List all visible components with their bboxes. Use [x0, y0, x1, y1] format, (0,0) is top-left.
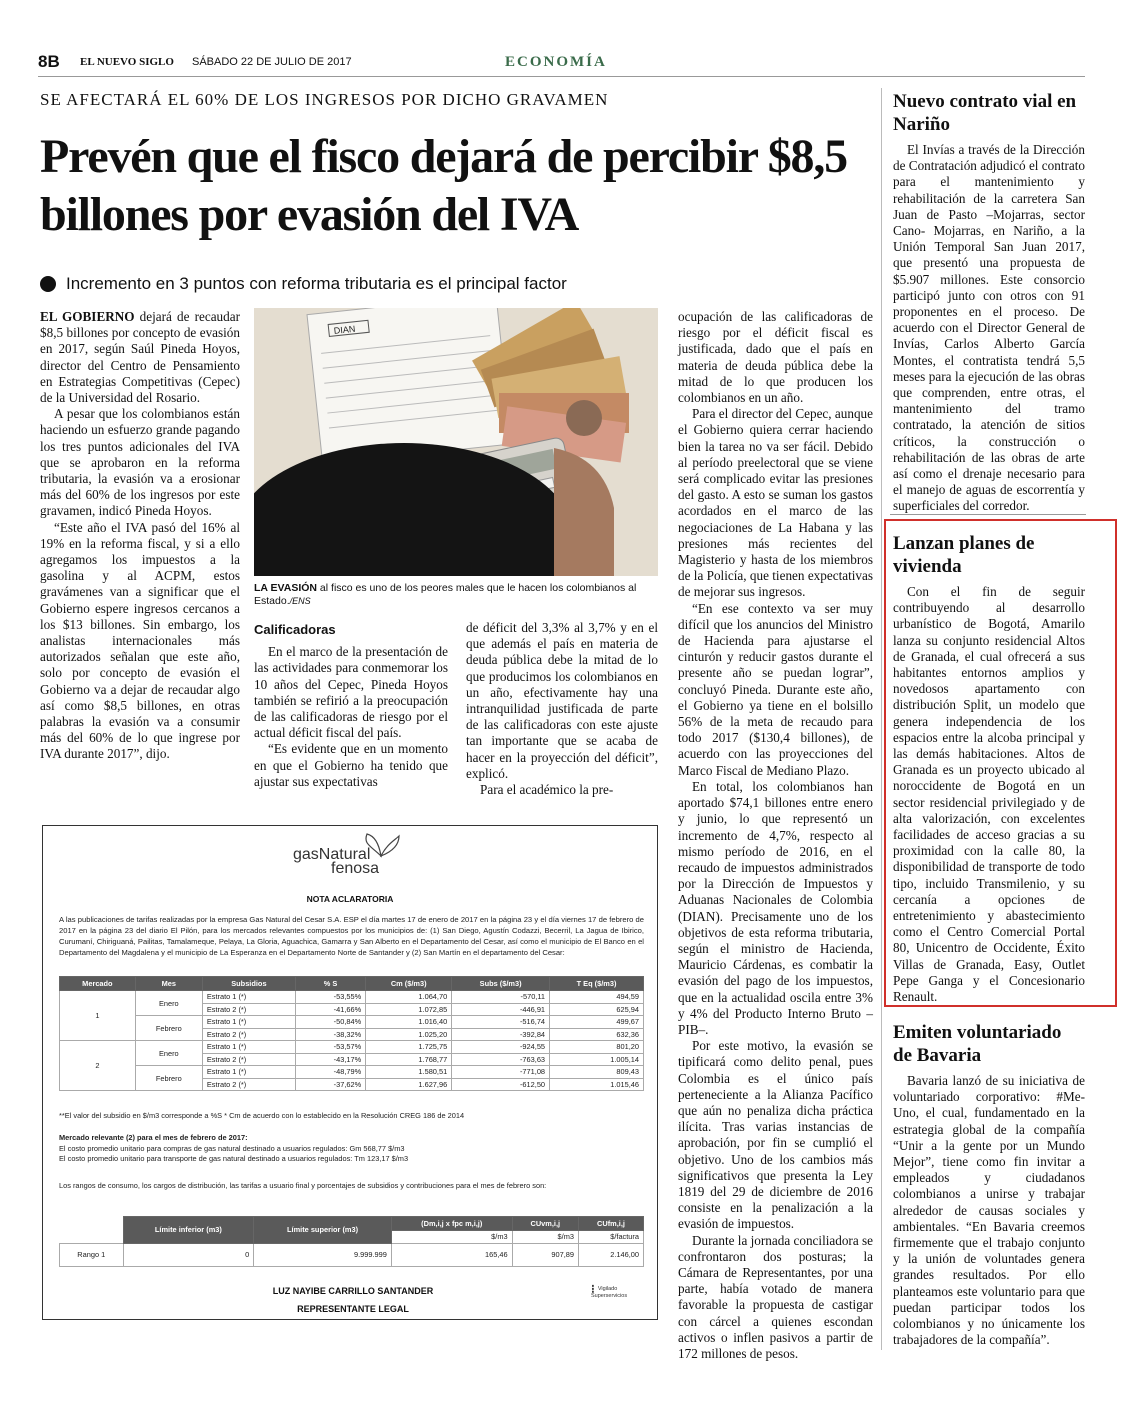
subs-cell: -570,11 [452, 991, 550, 1004]
estrato-cell: Estrato 2 (*) [202, 1003, 295, 1016]
mercado-2-block [59, 1133, 644, 1165]
teq-cell: 809,43 [550, 1066, 644, 1079]
mercado-2-line: El costo promedio unitario para compras de gas natural destinado a usuarios regulados: Gm 568,77 $/m3 [59, 1143, 405, 1153]
cm-cell: 1.580,51 [366, 1066, 452, 1079]
subs-cell: -771,08 [452, 1066, 550, 1079]
pct-cell: -38,32% [295, 1028, 365, 1041]
cm-cell: 1.016,40 [366, 1016, 452, 1029]
mercado-cell: 1 [60, 991, 136, 1041]
table-row [60, 1243, 644, 1266]
vigilado-mark [591, 1282, 628, 1300]
mes-cell: Enero [135, 991, 202, 1016]
evasion-photo-illustration [254, 308, 658, 576]
paragraph: de déficit del 3,3% al 3,7% y en el que además el país en materia de deuda pública debe la mitad de lo que producimos los colombianos en un año, efectivamente hay una intranquilidad justificada de parte de las calificadoras con este ajuste tan importante que se acaba de hacer en la proyección del déficit”, explicó. [466, 620, 658, 781]
teq-cell: 801,20 [550, 1041, 644, 1054]
estrato-cell: Estrato 1 (*) [202, 991, 295, 1004]
value-cell: 907,89 [512, 1243, 578, 1266]
unit-cell: $/factura [578, 1231, 643, 1244]
paragraph: ocupación de las calificadoras de riesgo por el déficit fiscal es justificada, dado que el país en materia de deuda pública debe la mitad de lo que producen los colombianos en un año. [678, 309, 873, 406]
value-cell: 0 [123, 1243, 254, 1266]
teq-cell: 1.005,14 [550, 1053, 644, 1066]
publication-name: EL NUEVO SIGLO [80, 56, 174, 68]
table-header: (Dm,i,j x fpc m,i,j) [391, 1217, 512, 1231]
cm-cell: 1.064,70 [366, 991, 452, 1004]
pct-cell: -50,84% [295, 1016, 365, 1029]
article-column-2 [254, 620, 448, 790]
mes-cell: Enero [135, 1041, 202, 1066]
paragraph: A pesar que los colombianos están haciendo un esfuerzo grande pagando los tres puntos adicionales del IVA que se aprobaron en la reforma tributaria, la evasión va a erosionar más del 60% de los ingresos por este gravamen, indicó Pineda Hoyos. [40, 406, 240, 519]
sidebar-title: Lanzan planes de vivienda [893, 533, 1035, 577]
value-cell: 165,46 [391, 1243, 512, 1266]
paragraph: “En ese contexto va ser muy difícil que los anuncios del Ministro de Hacienda para ajustarse el cinturón y reducir gastos durante el presente año se puedan lograr”, concluyó Pineda. Durante este año, el Gobierno ya tiene en el bolsillo 56% de la meta de recaudo para todo 2017 ($130,4 billones), de acuerdo con las proyecciones del Marco Fiscal de Mediano Plazo. [678, 600, 873, 778]
estrato-cell: Estrato 2 (*) [202, 1078, 295, 1091]
table-header: Subsidios [202, 977, 295, 991]
company-logo [293, 846, 379, 878]
teq-cell: 632,36 [550, 1028, 644, 1041]
pct-cell: -41,66% [295, 1003, 365, 1016]
paragraph: En el marco de la presentación de las actividades para conmemorar los 10 años del Cepec, Pineda Hoyos también se refirió a la preocupación de las calificadoras de riesgo por el actual déficit fiscal del país. [254, 644, 448, 741]
mercado-2-line: El costo promedio unitario para transporte de gas natural destinado a usuarios regulados: Tm 123,17 $/m3 [59, 1154, 409, 1163]
sidebar-title: Nuevo contrato vial en Nariño [893, 91, 1077, 135]
teq-cell: 499,67 [550, 1016, 644, 1029]
table-header: Cm ($/m3) [366, 977, 452, 991]
table-row [60, 1016, 644, 1029]
table-header: Límite superior (m3) [254, 1217, 392, 1244]
unit-cell: $/m3 [391, 1231, 512, 1244]
bullet-icon [40, 276, 56, 292]
cm-cell: 1.025,20 [366, 1028, 452, 1041]
estrato-cell: Estrato 1 (*) [202, 1066, 295, 1079]
vigilado-line: Superservicios [591, 1293, 628, 1299]
header-rule [38, 76, 1085, 77]
table-header-row [60, 977, 644, 991]
lead-bold: EL GOBIERNO [40, 309, 135, 324]
photo-caption [254, 582, 658, 608]
subs-cell: -516,74 [452, 1016, 550, 1029]
article-photo [254, 308, 658, 576]
pct-cell: -43,17% [295, 1053, 365, 1066]
article-column-3 [466, 620, 658, 798]
publication-date: SÁBADO 22 DE JULIO DE 2017 [192, 56, 352, 68]
caption-bold: LA EVASIÓN [254, 582, 318, 594]
table-header: Mercado [60, 977, 136, 991]
subhead-text: Incremento en 3 puntos con reforma tributaria es el principal factor [66, 274, 567, 293]
subs-cell: -392,84 [452, 1028, 550, 1041]
cm-cell: 1.725,75 [366, 1041, 452, 1054]
sidebar-text [893, 1073, 1085, 1348]
pct-cell: -53,57% [295, 1041, 365, 1054]
section-name: ECONOMÍA [505, 54, 607, 70]
vigilado-line: Vigilado [597, 1286, 618, 1292]
rango-table [59, 1216, 644, 1267]
photo-credit: /ENS [289, 596, 311, 606]
blank-cell [60, 1217, 124, 1244]
sidebar-paragraph: El Invías a través de la Dirección de Contratación adjudicó el contrato para el mantenimiento y rehabilitación de la carretera San Juan de Pasto –Mojarras, sector Cano- Mojarras, en Nariño, a la Unión Temporal San Juan 2017, que presentó una propuesta de $5.907 millones. Este consorcio participó junto con otros con 91 proponentes en el proceso. De acuerdo con el Director General de Invías, Carlos Alberto García Montes, el contratista tendrá 5,5 meses para la ejecución de las obras que comprenden, entre otras, el mantenimiento del tramo contratado, la atención de sitios críticos, la construcción o rehabilitación de las obras de arte así como el drenaje necesario para el manejo de aguas de escorrentía y superficiales del corredor. [893, 142, 1085, 514]
table-header: Subs ($/m3) [452, 977, 550, 991]
signer-name: LUZ NAYIBE CARRILLO SANTANDER [272, 1286, 434, 1296]
paragraph: En total, los colombianos han aportado $74,1 billones entre enero y junio, lo que representó un incremento de 4,7%, respecto al mismo período de 2016, en el recaudo de impuestos administrados por la Dirección de Impuestos y Aduanas Nacionales de Colombia (DIAN). Precisamente uno de los objetivos de esta reforma tributaria, según el ministro de Hacienda, Mauricio Cárdenas, es combatir la evasión del pago de los impuestos, que en la actualidad oscila entre 3% y 4% del Producto Interno Bruto –PIB–. [678, 778, 873, 1037]
table-header: % S [295, 977, 365, 991]
subs-cell: -446,91 [452, 1003, 550, 1016]
article-column-1 [40, 309, 240, 763]
teq-cell: 625,94 [550, 1003, 644, 1016]
table-header-row [60, 1217, 644, 1231]
pct-cell: -37,62% [295, 1078, 365, 1091]
article-column-4 [678, 309, 873, 1362]
table-row [60, 1041, 644, 1054]
rango-label: Rango 1 [60, 1243, 124, 1266]
sidebar-story-3 [893, 1021, 1085, 1348]
paragraph: “Es evidente que en un momento en que el Gobierno ha tenido que ajustar sus expectativas [254, 741, 448, 789]
mercado-2-title: Mercado relevante (2) para el mes de febrero de 2017: [59, 1133, 248, 1142]
article-headline: Prevén que el fisco dejará de percibir $8,5 billones por evasión del IVA [40, 130, 847, 241]
value-cell: 2.146,00 [578, 1243, 643, 1266]
article-subtitle: Calificadoras [254, 622, 336, 637]
logo-line-2: fenosa [331, 860, 380, 877]
sidebar-paragraph: Bavaria lanzó de su iniciativa de voluntariado corporativo: #Me-Uno, el cual, fundamentado en la estrategia global de la compañía “Unir a la gente por un Mundo Mejor”, tiene como fin invitar a empleados y ciudadanos colombianos a unirse y trabajar alrededor de causas sociales y ambientales. “En Bavaria creemos firmemente que el trabajo conjunto y la unión de voluntades genera grandes resultados. Por ello planteamos este voluntario para que puedan participar todos los colombianos y no únicamente los trabajadores de la compañía”. [893, 1073, 1085, 1348]
table-row [60, 1066, 644, 1079]
table-header: T Eq ($/m3) [550, 977, 644, 991]
subsidy-note: **El valor del subsidio en $/m3 corresponde a %S * Cm de acuerdo con lo establecido en la Resolución CREG 186 de 2014 [59, 1111, 465, 1120]
sidebar-rule [890, 514, 1086, 515]
mercado-cell: 2 [60, 1041, 136, 1091]
paragraph: Para el director del Cepec, aunque el Gobierno quiera cerrar haciendo bien la tarea no va ser fácil. Debido al período preelectoral que se viene será complicado evitar las presiones del gasto. A esto se suman los gastos acordados en el marco de las negociaciones de La Habana y las presiones más recientes del Magisterio y hasta de los miembros de la Policía, que tienen expectativas de mejorar sus ingresos. [678, 406, 873, 600]
mes-cell: Febrero [135, 1016, 202, 1041]
pct-cell: -53,55% [295, 991, 365, 1004]
sidebar-story-2 [893, 532, 1085, 1005]
rangos-text: Los rangos de consumo, los cargos de distribución, las tarifas a usuario final y porcentajes de subsidios y contribuciones para el mes de febrero son: [59, 1181, 547, 1190]
subs-cell: -763,63 [452, 1053, 550, 1066]
article-subhead [40, 274, 567, 294]
subs-cell: -924,55 [452, 1041, 550, 1054]
estrato-cell: Estrato 2 (*) [202, 1053, 295, 1066]
value-cell: 9.999.999 [254, 1243, 392, 1266]
table-header: Mes [135, 977, 202, 991]
sidebar-text [893, 584, 1085, 1005]
sidebar-story-1 [893, 90, 1085, 515]
estrato-cell: Estrato 1 (*) [202, 1016, 295, 1029]
sidebar-title: Emiten voluntariado de Bavaria [893, 1022, 1062, 1066]
teq-cell: 1.015,46 [550, 1078, 644, 1091]
form-label: DIAN [333, 323, 356, 336]
paragraph: “Este año el IVA pasó del 16% al 19% en la reforma fiscal, y si a ello agregamos los impuestos a la gasolina y al ACPM, estos gravámenes van a significar que el Gobierno espere ingresos cercanos a los $13 billones. Sin embargo, los analistas internacionales más autorizados señalan que este año, solo por concepto de evasión el Gobierno va a dejar de recaudar algo así como $8,5 billones, en otras palabras la evasión va a consumir más del 60% de lo que ingrese por IVA durante 2017”, dijo. [40, 519, 240, 762]
table-header: CUvm,i,j [512, 1217, 578, 1231]
article-kicker: SE AFECTARÁ EL 60% DE LOS INGRESOS POR DICHO GRAVAMEN [40, 90, 609, 109]
cm-cell: 1.768,77 [366, 1053, 452, 1066]
paragraph: Para el académico la pre- [480, 782, 614, 798]
notice-intro: A las publicaciones de tarifas realizadas por la empresa Gas Natural del Cesar S.A. ESP el día martes 17 de enero de 2017 en la página 23 y el día viernes 17 de febrero de 2017 en la página 23 del diario El Pilón, para los mercados relevantes compuestos por los municipios de: (1) San Diego, Agustín Codazzi, Becerril, La Jagua de Ibirico, Curumaní, Chiriguaná, Pailitas, Tamalameque, Pelaya, La Gloria, Aguachica, Gamarra y San Alberto en el Departamento del Cesar, así como el municipio de El Banco en el Departamento del Magdalena y el municipio de La Esperanza en el Departamento Norte de Santander y (2) San Martín en el departamento del Cesar: [59, 915, 644, 957]
notice-title: NOTA ACLARATORIA [306, 894, 394, 904]
sidebar-divider [881, 88, 882, 1350]
table-header: CUfm,i,j [578, 1217, 643, 1231]
butterfly-icon [361, 832, 401, 858]
paragraph: Por este motivo, la evasión se tipificará como delito penal, pues Colombia es el único país perteneciente a la Alianza Pacífico que aún no penaliza dicha práctica ilícita. Tras varias instancias de aprobación, por fin se cumplió el objetivo. Uno de los cambios más significativos que presenta la Ley 1819 del 29 de diciembre de 2016 consiste en la penalización a la evasión de impuestos. [678, 1038, 873, 1232]
caption-text: al fisco es uno de los peores males que le hacen los colombianos al Estado. [254, 582, 637, 607]
table-header: Límite inferior (m3) [123, 1217, 254, 1244]
teq-cell: 494,59 [550, 991, 644, 1004]
tariff-table [59, 976, 644, 1091]
cm-cell: 1.072,85 [366, 1003, 452, 1016]
pct-cell: -48,79% [295, 1066, 365, 1079]
sidebar-text [893, 142, 1085, 515]
page-number: 8B [38, 52, 60, 71]
estrato-cell: Estrato 2 (*) [202, 1028, 295, 1041]
estrato-cell: Estrato 1 (*) [202, 1041, 295, 1054]
mes-cell: Febrero [135, 1066, 202, 1091]
vigilado-icon: ⁝ [591, 1282, 595, 1296]
table-row [60, 991, 644, 1004]
gas-natural-notice [42, 825, 658, 1320]
sidebar-paragraph: Con el fin de seguir contribuyendo al desarrollo urbanístico de Bogotá, Amarilo lanza su conjunto residencial Altos de Granada, el cual ofrecerá a sus habitantes entornos amplios y novedosos apartamento con distribución Split, un modelo que genera independencia de los espacios entre la alcoba principal y las demás habitaciones. Altos de Granada es un proyecto ubicado al noroccidente de Bogotá en un sector residencial privilegiado y de alta valorización, con excelentes facilidades de acceso gracias a su proximidad con la calle 80, la disponibilidad de transporte de todo tipo, incluido Transmilenio, y su cercanía a opciones de entretenimiento y abastecimiento como el Centro Comercial Portal 80, Unicentro de Occidente, Éxito Villas de Granada, Easy, Outlet Pepe Ganga y el Concesionario Renault. [893, 584, 1085, 1005]
cm-cell: 1.627,96 [366, 1078, 452, 1091]
lead-text: dejará de recaudar $8,5 billones por concepto de evasión en 2017, según Saúl Pineda Hoyos, director del Centro de Pensamiento en Estrategias Competitivas (Cepec) de la Universidad del Rosario. [40, 309, 240, 406]
unit-cell: $/m3 [512, 1231, 578, 1244]
subs-cell: -612,50 [452, 1078, 550, 1091]
lead-paragraph [40, 309, 240, 406]
logo-line-1: gasNatural [293, 846, 371, 863]
paragraph: Durante la jornada conciliadora se confrontaron dos posturas; la Cámara de Representantes, por una parte, había votado de manera favorable la propuesta de castigar con cárcel a quienes escondan activos o inflen pasivos a partir de 172 millones de pesos. [678, 1232, 873, 1361]
signer-role: REPRESENTANTE LEGAL [297, 1304, 409, 1314]
